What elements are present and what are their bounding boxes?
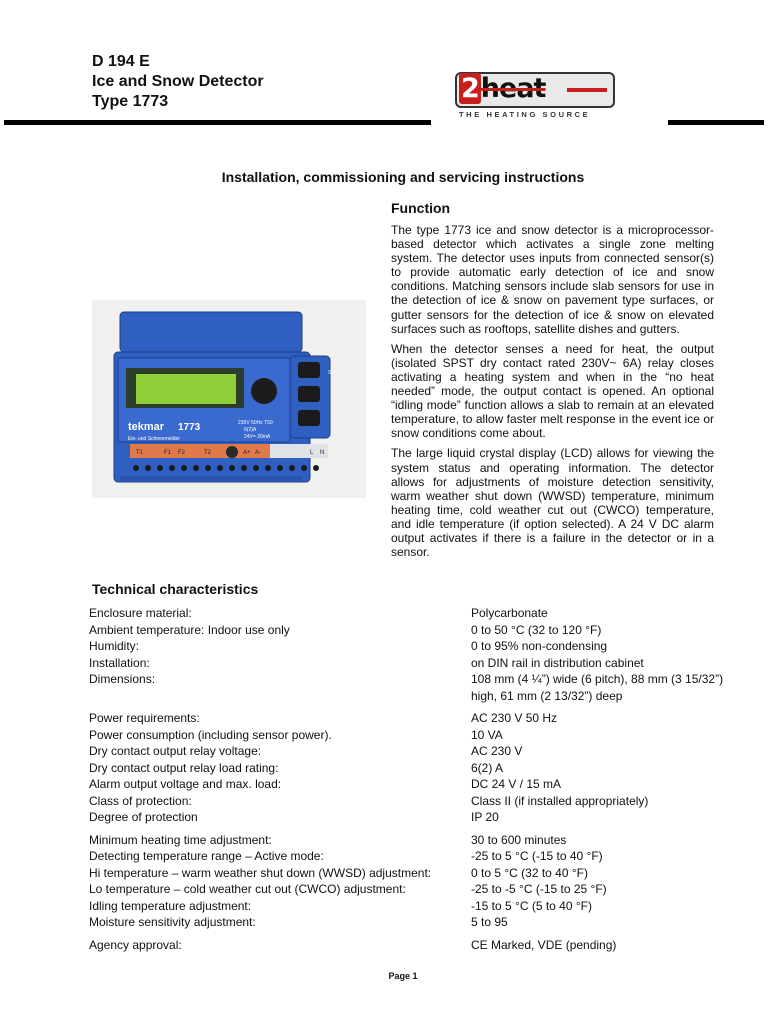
rating-line: 230V 50Hz T50 bbox=[238, 420, 273, 426]
spec-value: CE Marked, VDE (pending) bbox=[471, 937, 617, 952]
logo-tagline: THE HEATING SOURCE bbox=[459, 110, 591, 119]
logo-red-bar bbox=[567, 88, 607, 92]
spec-label: Power requirements: bbox=[89, 711, 200, 725]
terminal-label: T2 bbox=[204, 450, 212, 456]
technical-heading: Technical characteristics bbox=[92, 581, 259, 597]
spec-row bbox=[89, 937, 749, 954]
spec-row bbox=[89, 605, 749, 622]
document-title bbox=[92, 52, 264, 112]
spec-row bbox=[89, 914, 749, 931]
function-paragraph: The large liquid crystal display (LCD) allows for viewing the system status and operating information. The detector allows for adjustments of moisture detection sensitivity, warm weather shut down (WWSD) temperature, minimum heating time, cold weather cut out (CWCO) temperature, and idle temperature (if option selected). A 24 V DC alarm output activates if there is a failure in the detector or in a sensor. bbox=[391, 446, 714, 560]
spec-label: Alarm output voltage and max. load: bbox=[89, 777, 282, 791]
device-bottom-edge bbox=[120, 476, 302, 482]
dial-knob bbox=[251, 378, 277, 404]
doc-product-name: Ice and Snow Detector bbox=[92, 73, 264, 90]
spec-value: IP 20 bbox=[471, 810, 499, 824]
spec-row bbox=[89, 727, 749, 744]
spec-value: on DIN rail in distribution cabinet bbox=[471, 655, 644, 670]
spec-value: 0 to 50 °C (32 to 120 °F) bbox=[471, 622, 602, 637]
spec-label: Dry contact output relay load rating: bbox=[89, 760, 279, 775]
terminal-label: F2 bbox=[178, 450, 186, 456]
spec-value: -25 to 5 °C (-15 to 40 °F) bbox=[471, 849, 603, 863]
spec-label: Detecting temperature range – Active mode: bbox=[89, 849, 324, 863]
terminal-label: N bbox=[320, 450, 325, 456]
header-rule-left bbox=[4, 120, 431, 125]
function-heading: Function bbox=[391, 200, 451, 216]
spec-label: Dry contact output relay voltage: bbox=[89, 744, 262, 758]
spec-value: AC 230 V bbox=[471, 744, 523, 758]
spec-value: 10 VA bbox=[471, 727, 503, 742]
spec-label: Installation: bbox=[89, 655, 150, 670]
logo-number: 2 bbox=[461, 73, 479, 104]
terminal-label: A- bbox=[255, 450, 261, 456]
spec-row bbox=[89, 655, 749, 672]
spec-row bbox=[89, 898, 749, 915]
header-rule-right bbox=[668, 120, 764, 125]
device-top-body bbox=[120, 312, 302, 352]
technical-table bbox=[89, 605, 749, 953]
logo-wordmark bbox=[459, 74, 545, 104]
spec-value: 108 mm (4 ¼”) wide (6 pitch), 88 mm (3 15/32”) high, 61 mm (2 13/32”) deep bbox=[471, 672, 724, 703]
terminal-label: F1 bbox=[164, 450, 172, 456]
menu-button bbox=[298, 362, 320, 378]
spec-label: Moisture sensitivity adjustment: bbox=[89, 915, 256, 929]
lcd-screen bbox=[136, 374, 236, 404]
spec-value: 0 to 95% non-condensing bbox=[471, 639, 608, 653]
button-label: Set bbox=[328, 370, 336, 376]
spec-label: Ambient temperature: Indoor use only bbox=[89, 622, 290, 637]
spec-row bbox=[89, 743, 749, 760]
doc-code: D 194 E bbox=[92, 53, 150, 70]
rating-line: 6(2)A bbox=[244, 427, 257, 433]
spec-row bbox=[89, 776, 749, 793]
spec-value: DC 24 V / 15 mA bbox=[471, 777, 562, 791]
doc-type: Type 1773 bbox=[92, 93, 169, 110]
function-text bbox=[391, 223, 714, 565]
terminal-label: L bbox=[310, 450, 314, 456]
document-subtitle: Installation, commissioning and servicing instructions bbox=[221, 169, 585, 185]
spec-row bbox=[89, 638, 749, 655]
spec-row bbox=[89, 832, 749, 849]
spec-row bbox=[89, 671, 749, 704]
spec-value: 5 to 95 bbox=[471, 915, 508, 929]
spec-row bbox=[89, 848, 749, 865]
detector-illustration bbox=[92, 300, 366, 498]
terminal-label: T1 bbox=[136, 450, 144, 456]
spec-row bbox=[89, 622, 749, 639]
rating-line: 24V= 20mA bbox=[244, 434, 271, 440]
spec-row bbox=[89, 760, 749, 777]
spec-value: AC 230 V 50 Hz bbox=[471, 711, 558, 725]
spec-label: Dimensions: bbox=[89, 672, 156, 686]
spec-label: Power consumption (including sensor power). bbox=[89, 727, 332, 742]
down-button bbox=[298, 410, 320, 426]
2heat-logo bbox=[455, 72, 617, 122]
up-button bbox=[298, 386, 320, 402]
spec-label: Humidity: bbox=[89, 639, 140, 653]
function-paragraph: The type 1773 ice and snow detector is a microprocessor-based detector which activates a single zone melting system. The detector uses inputs from connected sensor(s) to provide automatic early detection of ice and snow conditions. Matching sensors include slab sensors for use in the detection of ice & snow on pavement type surfaces, or gutter sensors for the detection of ice & snow on elevated surfaces such as rooftops, satellite dishes and gutters. bbox=[391, 223, 714, 336]
spec-label: Degree of protection bbox=[89, 810, 198, 824]
spec-label: Lo temperature – cold weather cut out (CWCO) adjustment: bbox=[89, 882, 406, 896]
spec-label: Minimum heating time adjustment: bbox=[89, 832, 272, 847]
spec-label: Agency approval: bbox=[89, 937, 182, 952]
device-model: 1773 bbox=[178, 422, 201, 433]
logo-word: heat bbox=[480, 73, 546, 104]
device-brand: tekmar bbox=[128, 421, 165, 433]
spec-value: 0 to 5 °C (32 to 40 °F) bbox=[471, 865, 588, 880]
spec-value: 6(2) A bbox=[471, 760, 504, 775]
spec-row bbox=[89, 809, 749, 826]
spec-value: Polycarbonate bbox=[471, 606, 548, 620]
spec-value: -15 to 5 °C (5 to 40 °F) bbox=[471, 898, 592, 913]
function-paragraph: When the detector senses a need for heat, the output (isolated SPST dry contact rated 230V~ 6A) relay closes activating a heating system and when in the “no heat needed” mode, the output contact is opened. An optional “idling mode” function allows a slab to remain at an elevated temperature, to allow faster melt response in the event ice or snow conditions come about. bbox=[391, 341, 714, 441]
spec-label: Idling temperature adjustment: bbox=[89, 898, 252, 913]
spec-value: -25 to -5 °C (-15 to 25 °F) bbox=[471, 882, 607, 896]
spec-value: Class II (if installed appropriately) bbox=[471, 793, 649, 808]
device-subtitle: Eis- und Schneemelder bbox=[128, 436, 180, 442]
spec-label: Enclosure material: bbox=[89, 606, 192, 620]
spec-row bbox=[89, 865, 749, 882]
spec-row bbox=[89, 793, 749, 810]
spec-value: 30 to 600 minutes bbox=[471, 832, 567, 847]
spec-label: Hi temperature – warm weather shut down (WWSD) adjustment: bbox=[89, 865, 432, 880]
spec-row bbox=[89, 710, 749, 727]
spec-label: Class of protection: bbox=[89, 793, 192, 808]
page-number: Page 1 bbox=[388, 971, 418, 981]
terminal-screw bbox=[226, 446, 238, 458]
product-photo bbox=[92, 300, 366, 498]
spec-row bbox=[89, 881, 749, 898]
terminal-label: A+ bbox=[243, 450, 251, 456]
